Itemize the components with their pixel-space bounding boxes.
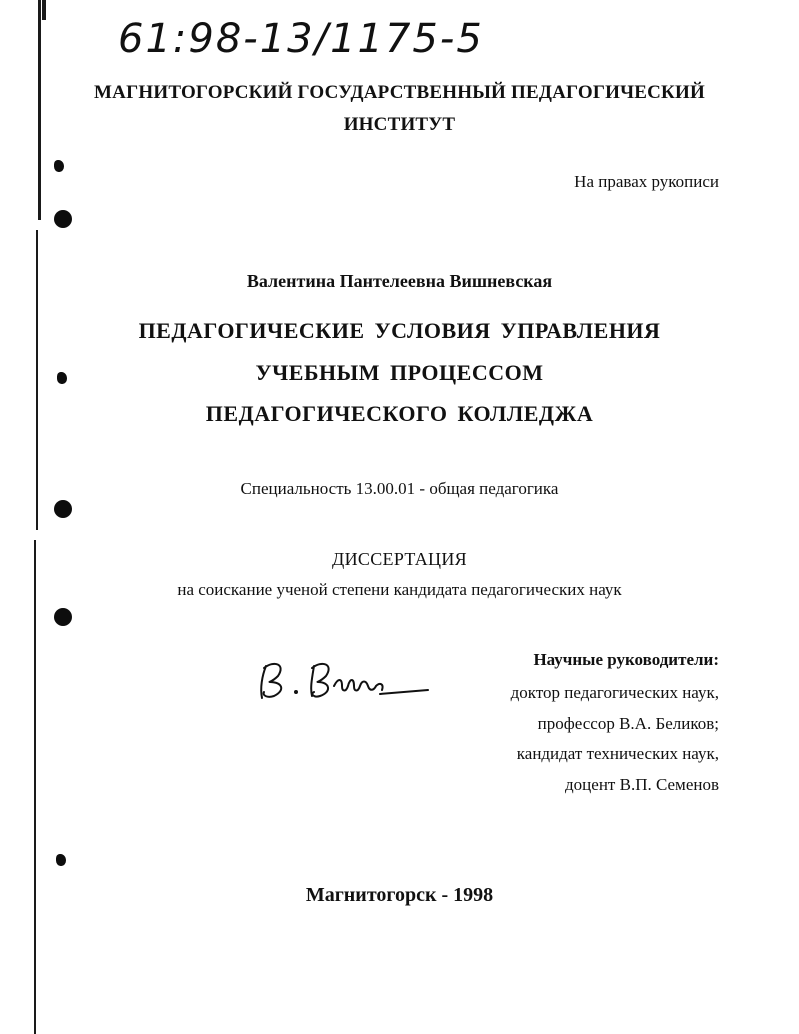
title-line3: ПЕДАГОГИЧЕСКОГО КОЛЛЕДЖА <box>205 401 594 426</box>
advisor-line: кандидат технических наук, <box>516 744 719 763</box>
specialty: Специальность 13.00.01 - общая педагогика <box>240 479 559 498</box>
archive-number <box>118 6 518 68</box>
institution-line1: МАГНИТОГОРСКИЙ ГОСУДАРСТВЕННЫЙ ПЕДАГОГИЧЕСКИЙ <box>94 82 705 103</box>
signature <box>252 652 432 702</box>
city-year: Магнитогорск - 1998 <box>305 884 494 906</box>
scan-edge-line <box>34 540 36 1034</box>
advisors-heading: Научные руководители: <box>533 650 719 669</box>
institution-line2: ИНСТИТУТ <box>343 114 456 135</box>
punch-hole-icon <box>54 500 72 518</box>
title-line1: ПЕДАГОГИЧЕСКИЕ УСЛОВИЯ УПРАВЛЕНИЯ <box>138 318 661 343</box>
advisor-line: доцент В.П. Семенов <box>565 775 719 794</box>
punch-hole-icon <box>54 210 72 228</box>
advisor-line: профессор В.А. Беликов; <box>537 714 719 733</box>
manuscript-rights: На правах рукописи <box>574 172 719 191</box>
punch-hole-icon <box>54 608 72 626</box>
scan-edge-line <box>38 0 41 220</box>
advisor-line: доктор педагогических наук, <box>510 683 719 702</box>
author-name: Валентина Пантелеевна Вишневская <box>246 271 553 291</box>
title-line2: УЧЕБНЫМ ПРОЦЕССОМ <box>255 360 544 385</box>
punch-hole-icon <box>54 160 64 172</box>
dissertation-heading: ДИССЕРТАЦИЯ <box>332 549 467 569</box>
scan-edge-line <box>42 0 46 20</box>
punch-hole-icon <box>56 854 66 866</box>
dissertation-purpose: на соискание ученой степени кандидата педагогических наук <box>177 580 622 599</box>
archive-number-text: 61:98-13/1175-5 <box>118 16 484 62</box>
